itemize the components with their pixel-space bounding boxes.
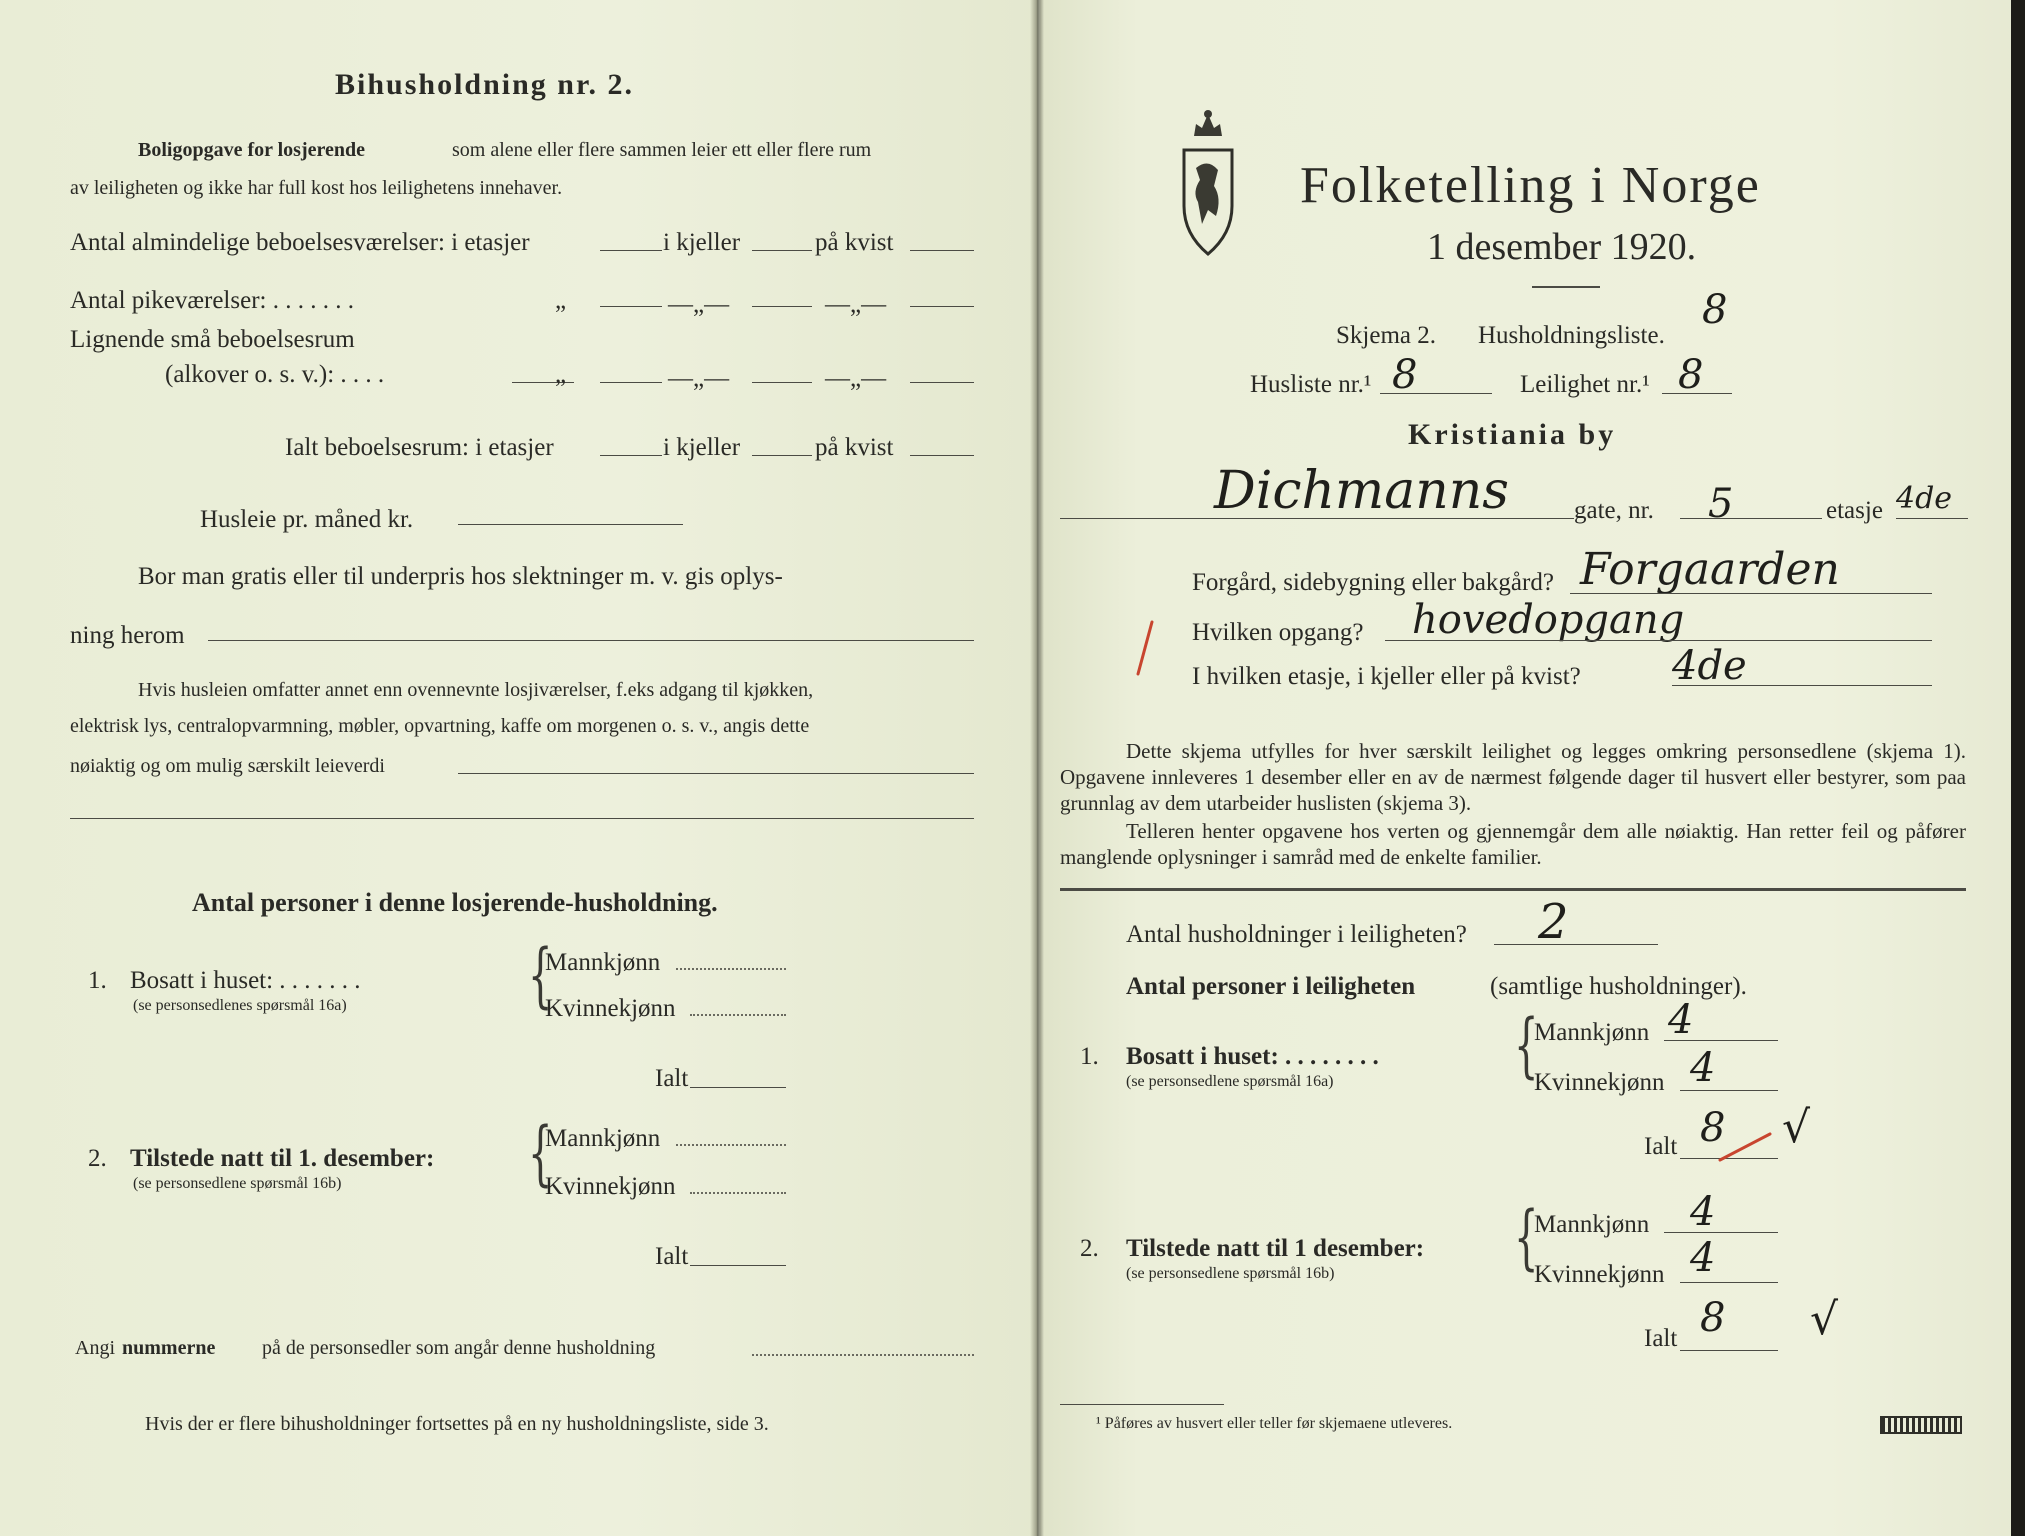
left-q2-mann-line: [676, 1144, 786, 1146]
antal-hush-hw: 2: [1538, 894, 1569, 950]
right-q1-sub: (se personsedlene spørsmål 16a): [1126, 1073, 1334, 1090]
ialt-kjeller: i kjeller: [663, 434, 741, 461]
left-q1-num: 1.: [88, 967, 107, 994]
antal-pers-rest: (samtlige husholdninger).: [1490, 973, 1747, 1000]
left-q1-mann-line: [676, 968, 786, 970]
husholdningsliste: Husholdningsliste.: [1478, 322, 1665, 349]
right-q1-label: Bosatt i huset: . . . . . . . .: [1126, 1043, 1379, 1070]
left-q2-brace: {: [528, 1112, 553, 1194]
right-q2-kvinne: Kvinnekjønn: [1534, 1261, 1665, 1288]
alkove-dash-1: —„—: [668, 365, 730, 392]
angi: Angi: [75, 1337, 115, 1359]
street-hw: Dichmanns: [1214, 461, 1509, 521]
left-q1-ialt: Ialt: [655, 1065, 689, 1092]
left-q1-sub: (se personsedlenes spørsmål 16a): [133, 997, 347, 1014]
husliste-label: Husliste nr.¹: [1250, 371, 1372, 398]
scan-edge: [2011, 0, 2025, 1536]
pike-dash-1: —„—: [668, 291, 730, 318]
red-pencil-mark-icon: [1130, 618, 1160, 678]
etasje-line: [1896, 518, 1968, 519]
gratis-a: Bor man gratis eller til underpris hos slektninger m. v. gis oplys-: [138, 563, 783, 590]
husleie-line: [458, 524, 683, 525]
note-line: [458, 773, 974, 774]
right-q2-sub: (se personsedlene spørsmål 16b): [1126, 1265, 1335, 1282]
city: Kristiania by: [1408, 418, 1617, 451]
note-a: Hvis husleien omfatter annet enn ovennevnte losjiværelser, f.eks adgang til kjøkken,: [138, 679, 814, 701]
right-q1-check: √: [1782, 1102, 1811, 1153]
footnote-rule: [1060, 1404, 1224, 1405]
left-q2-label: Tilstede natt til 1. desember:: [130, 1145, 435, 1172]
antal-hush-label: Antal husholdninger i leiligheten?: [1126, 921, 1467, 948]
nr-hw: 5: [1708, 481, 1734, 527]
leilighet-line: [1662, 393, 1732, 394]
left-q1-brace: {: [528, 934, 553, 1016]
opgang-line: [1385, 640, 1932, 641]
right-q1-ialt: Ialt: [1644, 1133, 1678, 1160]
nr-line: [1680, 518, 1822, 519]
angi-line: [752, 1354, 974, 1356]
left-heading: Bihusholdning nr. 2.: [335, 68, 635, 101]
right-q1-num: 1.: [1080, 1043, 1099, 1070]
forgard-label: Forgård, sidebygning eller bakgård?: [1192, 569, 1554, 596]
left-q1-ialt-line: [690, 1087, 786, 1088]
pike-ditto: „: [555, 287, 567, 314]
intro-bold: Boligopgave for losjerende: [138, 139, 366, 161]
etasje-hw: 4de: [1896, 481, 1953, 516]
right-q2-mann-line: [1664, 1232, 1778, 1233]
forgard-line: [1570, 593, 1932, 594]
note-c: nøiaktig og om mulig særskilt leieverdi: [70, 755, 385, 777]
instructions-2: Telleren henter opgavene hos verten og gjennemgår dem alle nøiaktig. Han retter feil og påfører manglende oplysninger i samråd med de enkelte familier.: [1060, 819, 1966, 869]
rooms-kjeller-line: [752, 250, 812, 251]
persons-heading: Antal personer i denne losjerende-husholdning.: [192, 888, 718, 917]
right-q2-mann-hw: 4: [1690, 1189, 1716, 1235]
note-b: elektrisk lys, centralopvarmning, møbler, opvartning, kaffe om morgenen o. s. v., angis dette: [70, 715, 810, 737]
pike-dash-2: —„—: [825, 291, 887, 318]
right-q2-ialt-line: [1680, 1350, 1778, 1351]
alkove-label-b: (alkover o. s. v.): . . . .: [165, 361, 385, 388]
opgang-label: Hvilken opgang?: [1192, 619, 1364, 646]
left-q2-mann: Mannkjønn: [545, 1125, 661, 1152]
left-footer: Hvis der er flere bihusholdninger fortsettes på en ny husholdningsliste, side 3.: [145, 1413, 769, 1435]
left-q1-kvinne: Kvinnekjønn: [545, 995, 676, 1022]
left-q2-num: 2.: [88, 1145, 107, 1172]
red-correction-mark-icon: [1716, 1128, 1776, 1164]
right-q1-kvinne-line: [1680, 1090, 1778, 1091]
husleie-label: Husleie pr. måned kr.: [200, 506, 414, 533]
gratis-line: [208, 640, 974, 641]
gate-label: gate, nr.: [1574, 497, 1654, 524]
alkove-label-a: Lignende små beboelsesrum: [70, 326, 355, 353]
left-q2-sub: (se personsedlene spørsmål 16b): [133, 1175, 342, 1192]
rooms-kvist: på kvist: [815, 229, 894, 256]
alkove-ditto: „: [555, 361, 567, 388]
leilighet-hw: 8: [1678, 352, 1704, 398]
printer-stamp-icon: [1880, 1416, 1962, 1434]
note-line-2: [70, 818, 974, 819]
opgang-hw: hovedopgang: [1412, 597, 1685, 643]
instructions-1: Dette skjema utfylles for hver særskilt leilighet og legges omkring personsedlene (skjema 1). Opgavene innleveres 1 desember eller en av de nærmest følgende dager til husvert eller bestyrer, som paa grunnlag av dem utarbeider huslisten (skjema 3).: [1060, 739, 1966, 815]
gratis-b: ning herom: [70, 622, 185, 649]
pike-label: Antal pikeværelser: . . . . . . .: [70, 287, 354, 314]
skjema: Skjema 2.: [1336, 322, 1436, 349]
pike-line-2: [752, 306, 812, 307]
hvilken-etasje-line: [1672, 685, 1932, 686]
footnote: ¹ Påføres av husvert eller teller før skjemaene utleveres.: [1096, 1415, 1453, 1432]
rooms-kvist-line: [910, 250, 974, 251]
page-fold: [1030, 0, 1044, 1536]
right-q2-mann: Mannkjønn: [1534, 1211, 1650, 1238]
ialt-kvist: på kvist: [815, 434, 894, 461]
forgard-hw: Forgaarden: [1580, 544, 1840, 595]
form-title: Folketelling i Norge: [1300, 157, 1761, 214]
husholdningsliste-hw: 8: [1702, 287, 1728, 333]
alkove-line-2: [752, 382, 812, 383]
right-q2-label: Tilstede natt til 1 desember:: [1126, 1235, 1425, 1262]
pike-line-1: [600, 306, 662, 307]
right-q2-ialt-hw: 8: [1700, 1295, 1726, 1341]
form-date: 1 desember 1920.: [1427, 226, 1697, 268]
left-q2-ialt: Ialt: [655, 1243, 689, 1270]
angi-bold: nummerne: [122, 1337, 216, 1359]
left-q1-label: Bosatt i huset: . . . . . . .: [130, 967, 361, 994]
coat-of-arms-icon: [1178, 106, 1238, 258]
street-line: [1060, 518, 1574, 519]
right-q1-mann-hw: 4: [1668, 997, 1694, 1043]
left-q2-ialt-line: [690, 1265, 786, 1266]
hvilken-etasje-hw: 4de: [1672, 643, 1747, 689]
right-q1-mann-line: [1664, 1040, 1778, 1041]
antal-pers-bold: Antal personer i leiligheten: [1126, 973, 1416, 1000]
left-q1-kvinne-line: [690, 1014, 786, 1016]
alkove-line-1: [600, 382, 662, 383]
intro-line2: av leiligheten og ikke har full kost hos leilighetens innehaver.: [70, 177, 563, 199]
right-q2-num: 2.: [1080, 1235, 1099, 1262]
ialt-kvist-line: [910, 455, 974, 456]
right-q2-brace: {: [1514, 1196, 1539, 1278]
right-q2-check: √: [1810, 1294, 1839, 1345]
rooms-etasjer-line: [600, 250, 662, 251]
ialt-kjeller-line: [752, 455, 812, 456]
instructions-rule: [1060, 888, 1966, 891]
right-q2-kvinne-line: [1680, 1282, 1778, 1283]
right-q1-kvinne: Kvinnekjønn: [1534, 1069, 1665, 1096]
right-q2-ialt: Ialt: [1644, 1325, 1678, 1352]
angi-rest: på de personsedler som angår denne husholdning: [262, 1337, 656, 1359]
right-q1-mann: Mannkjønn: [1534, 1019, 1650, 1046]
antal-hush-line: [1494, 944, 1658, 945]
leilighet-label: Leilighet nr.¹: [1520, 371, 1650, 398]
alkove-dash-2: —„—: [825, 365, 887, 392]
left-q1-mann: Mannkjønn: [545, 949, 661, 976]
husliste-hw: 8: [1392, 352, 1418, 398]
ialt-etasjer-line: [600, 455, 662, 456]
intro-rest: som alene eller flere sammen leier ett eller flere rum: [452, 139, 872, 161]
ialt-rooms-label: Ialt beboelsesrum: i etasjer: [285, 434, 554, 461]
title-rule: [1532, 286, 1600, 288]
hvilken-etasje-label: I hvilken etasje, i kjeller eller på kvist?: [1192, 663, 1581, 690]
husliste-line: [1380, 393, 1492, 394]
left-q2-kvinne-line: [690, 1192, 786, 1194]
alkove-line-3: [910, 382, 974, 383]
pike-line-3: [910, 306, 974, 307]
rooms-kjeller: i kjeller: [663, 229, 741, 256]
right-q1-brace: {: [1514, 1004, 1539, 1086]
right-q2-kvinne-hw: 4: [1690, 1235, 1716, 1281]
left-q2-kvinne: Kvinnekjønn: [545, 1173, 676, 1200]
etasje-label: etasje: [1826, 497, 1883, 524]
right-q1-kvinne-hw: 4: [1690, 1045, 1716, 1091]
rooms-label: Antal almindelige beboelsesværelser: i etasjer: [70, 229, 530, 256]
right-q1-ialt-hw: 8: [1700, 1105, 1726, 1151]
